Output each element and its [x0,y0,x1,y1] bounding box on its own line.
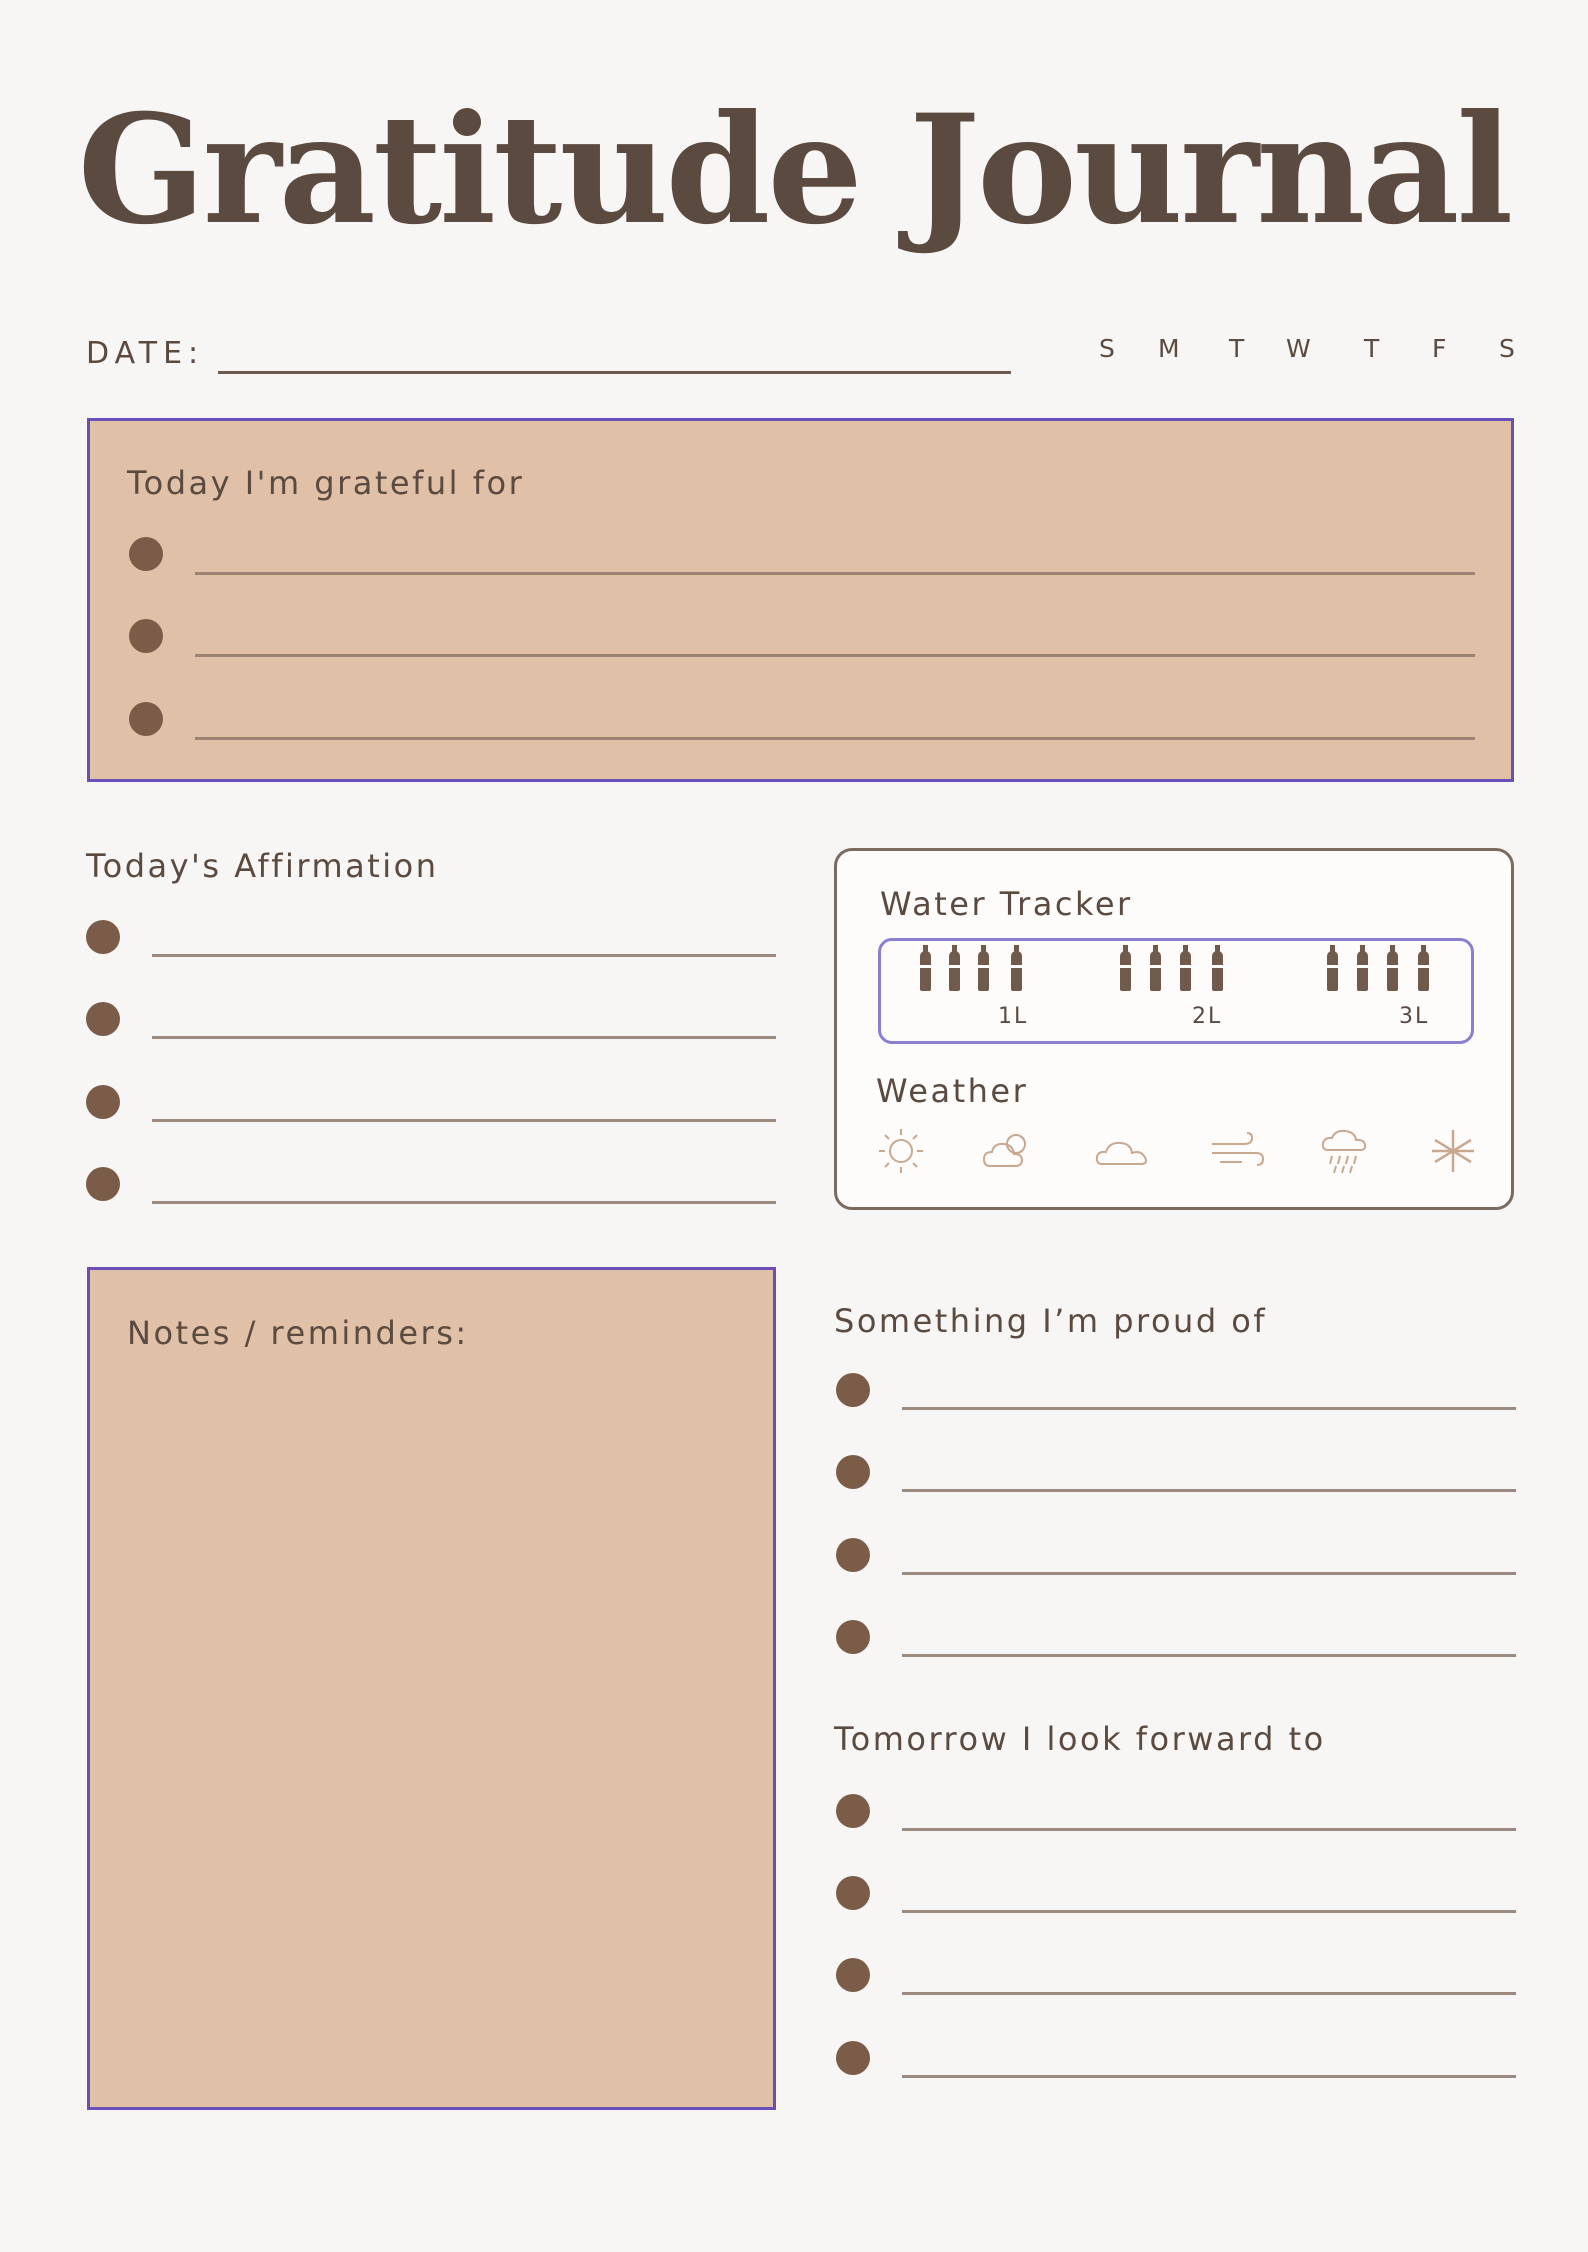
grateful-label: Today I'm grateful for [127,464,525,502]
bullet [129,702,163,736]
affirmation-entry-2[interactable] [152,1036,776,1039]
tomorrow-entry-1[interactable] [902,1828,1516,1831]
water-tracker-label: Water Tracker [880,885,1133,923]
snowflake-icon[interactable] [1428,1126,1478,1176]
weekday-friday[interactable]: F [1432,334,1447,363]
affirmation-entry-4[interactable] [152,1201,776,1204]
tomorrow-entry-4[interactable] [902,2075,1516,2078]
bottle-icon[interactable] [1357,951,1368,991]
affirmation-entry-1[interactable] [152,954,776,957]
proud-entry-2[interactable] [902,1489,1516,1492]
bullet [86,1002,120,1036]
weekday-saturday[interactable]: S [1499,334,1515,363]
weekday-sunday[interactable]: S [1099,334,1115,363]
tomorrow-label: Tomorrow I look forward to [834,1720,1326,1758]
bottle-icon[interactable] [1120,951,1131,991]
date-label: DATE: [86,336,205,371]
bottle-icon[interactable] [1327,951,1338,991]
bullet [86,920,120,954]
affirmation-label: Today's Affirmation [86,847,439,885]
bullet [836,2041,870,2075]
partly-cloudy-icon[interactable] [980,1126,1038,1176]
tomorrow-entry-3[interactable] [902,1992,1516,1995]
proud-label: Something I’m proud of [834,1302,1268,1340]
proud-entry-3[interactable] [902,1572,1516,1575]
bullet [836,1538,870,1572]
grateful-entry-2[interactable] [195,654,1475,657]
bullet [836,1958,870,1992]
bullet [836,1373,870,1407]
proud-entry-4[interactable] [902,1654,1516,1657]
weather-label: Weather [876,1072,1029,1110]
bullet [836,1876,870,1910]
bullet [836,1620,870,1654]
affirmation-entry-3[interactable] [152,1119,776,1122]
weekday-wednesday[interactable]: W [1286,334,1311,363]
grateful-entry-3[interactable] [195,737,1475,740]
grateful-entry-1[interactable] [195,572,1475,575]
bottle-icon[interactable] [978,951,989,991]
weekday-thursday[interactable]: T [1364,334,1380,363]
sun-icon[interactable] [876,1126,926,1176]
bottle-icon[interactable] [949,951,960,991]
proud-entry-1[interactable] [902,1407,1516,1410]
bottle-icon[interactable] [1180,951,1191,991]
bottle-icon[interactable] [920,951,931,991]
bottle-icon[interactable] [1011,951,1022,991]
cloud-icon[interactable] [1094,1126,1154,1176]
bottle-icon[interactable] [1387,951,1398,991]
liter-label-1: 1L [998,1004,1029,1029]
bottle-icon[interactable] [1418,951,1429,991]
weekday-monday[interactable]: M [1158,334,1180,363]
bullet [836,1455,870,1489]
bullet [129,619,163,653]
water-tracker [878,938,1474,1044]
bottle-icon[interactable] [1212,951,1223,991]
bullet [129,537,163,571]
notes-label: Notes / reminders: [127,1314,469,1352]
liter-label-3: 3L [1399,1004,1430,1029]
tomorrow-entry-2[interactable] [902,1910,1516,1913]
weekday-tuesday[interactable]: T [1229,334,1245,363]
rain-icon[interactable] [1320,1126,1370,1176]
page-title: Gratitude Journal [77,82,1511,258]
date-field[interactable] [218,371,1011,374]
liter-label-2: 2L [1192,1004,1223,1029]
notes-section[interactable] [87,1267,776,2110]
bullet [86,1167,120,1201]
wind-icon[interactable] [1208,1126,1268,1176]
bottle-icon[interactable] [1150,951,1161,991]
bullet [836,1794,870,1828]
bullet [86,1085,120,1119]
